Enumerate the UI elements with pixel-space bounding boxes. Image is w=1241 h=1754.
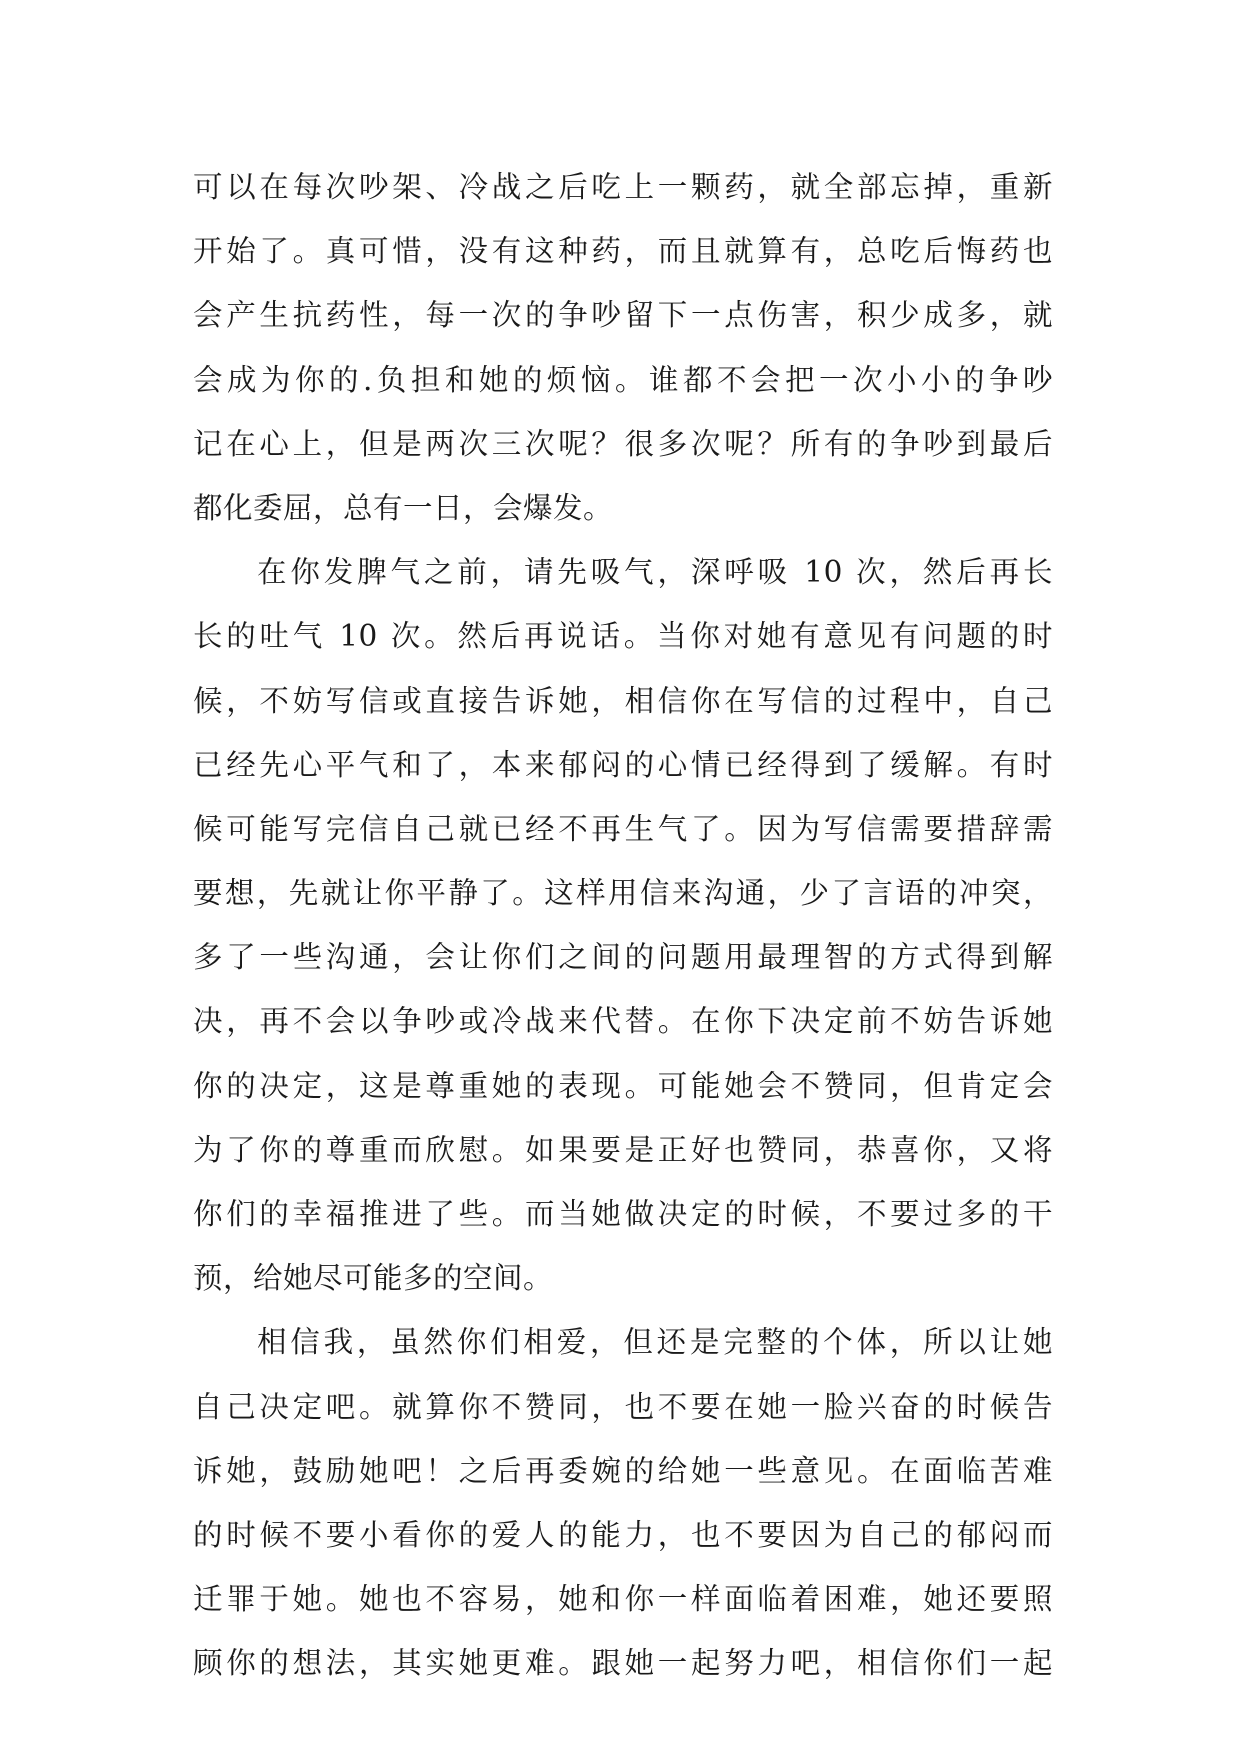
text-line: 你的决定，这是尊重她的表现。可能她会不赞同，但肯定会 bbox=[193, 1068, 1053, 1103]
text-line: 预，给她尽可能多的空间。 bbox=[193, 1261, 554, 1296]
text-line: 开始了。真可惜，没有这种药，而且就算有，总吃后悔药也 bbox=[193, 234, 1053, 269]
text-line: 已经先心平气和了，本来郁闷的心情已经得到了缓解。有时 bbox=[193, 747, 1053, 782]
text-line: 可以在每次吵架、冷战之后吃上一颗药，就全部忘掉，重新 bbox=[193, 170, 1053, 204]
text-line: 候可能写完信自己就已经不再生气了。因为写信需要措辞需 bbox=[193, 811, 1053, 846]
text-line: 自己决定吧。就算你不赞同，也不要在她一脸兴奋的时候告 bbox=[193, 1389, 1053, 1424]
text-line: 你们的幸福推进了些。而当她做决定的时候，不要过多的干 bbox=[193, 1197, 1053, 1231]
text-line: 会产生抗药性，每一次的争吵留下一点伤害，积少成多，就 bbox=[193, 298, 1053, 333]
body-text bbox=[193, 155, 1053, 1696]
text-line: 长的吐气 10 次。然后再说话。当你对她有意见有问题的时 bbox=[193, 619, 1053, 654]
text-line: 候，不妨写信或直接告诉她，相信你在写信的过程中，自己 bbox=[193, 683, 1053, 718]
text-line: 为了你的尊重而欣慰。如果要是正好也赞同，恭喜你，又将 bbox=[193, 1132, 1053, 1167]
text-line: 多了一些沟通，会让你们之间的问题用最理智的方式得到解 bbox=[193, 940, 1053, 975]
text-line: 会成为你的.负担和她的烦恼。谁都不会把一次小小的争吵 bbox=[193, 362, 1053, 397]
text-line: 记在心上，但是两次三次呢？很多次呢？所有的争吵到最后 bbox=[193, 426, 1053, 461]
text-line: 诉她，鼓励她吧！之后再委婉的给她一些意见。在面临苦难 bbox=[193, 1453, 1053, 1488]
paragraph-start-line: 在你发脾气之前，请先吸气，深呼吸 10 次，然后再长 bbox=[257, 555, 1053, 590]
text-line: 的时候不要小看你的爱人的能力，也不要因为自己的郁闷而 bbox=[193, 1517, 1053, 1552]
paragraph-start-line: 相信我，虽然你们相爱，但还是完整的个体，所以让她 bbox=[257, 1325, 1053, 1360]
text-line: 要想，先就让你平静了。这样用信来沟通，少了言语的冲突， bbox=[193, 876, 1053, 911]
text-line: 决，再不会以争吵或冷战来代替。在你下决定前不妨告诉她 bbox=[193, 1004, 1053, 1039]
text-line: 顾你的想法，其实她更难。跟她一起努力吧，相信你们一起 bbox=[193, 1646, 1053, 1681]
text-line: 都化委屈，总有一日，会爆发。 bbox=[193, 490, 614, 525]
text-line: 迁罪于她。她也不容易，她和你一样面临着困难，她还要照 bbox=[193, 1582, 1053, 1617]
